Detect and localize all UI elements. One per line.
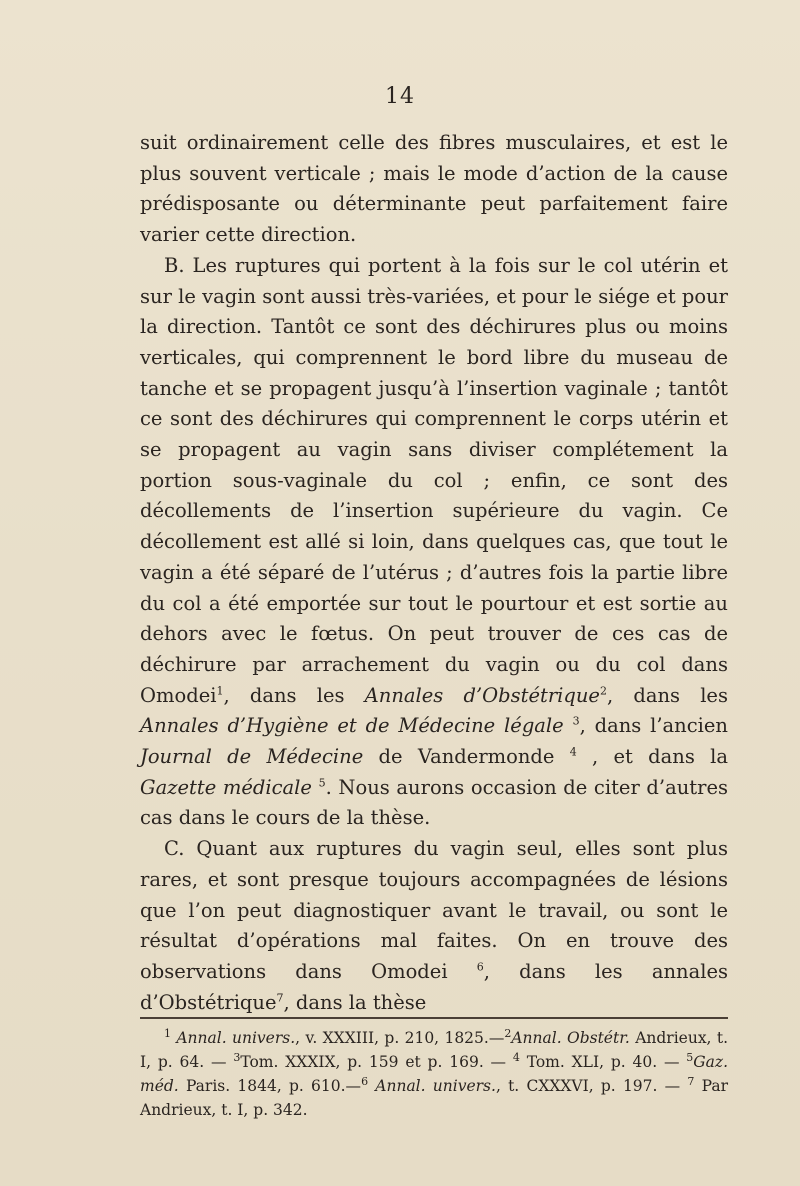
text-run: Par Andrieux, t. I, p. 342. [140, 1077, 729, 1119]
footnote-ref-5: 5 [318, 776, 326, 790]
footnote-5-source: Gaz. méd. [140, 1053, 728, 1095]
footnote-rule [140, 1017, 728, 1019]
paragraph-c [140, 834, 728, 1018]
paragraph-c-text: C. Quant aux ruptures du vagin seul, elles sont plus rares, et sont presque toujours accompagnées de lésions que l’on peut diagnostiquer avant le travail, ou sont le résultat d’opérations mal faites. On en trouve des observations dans Omodei [140, 837, 728, 983]
footnote-num-7: 7 [687, 1074, 695, 1088]
footnote-num-1: 1 [164, 1026, 171, 1040]
text-run: de Vandermonde [363, 745, 570, 769]
text-run: Paris. 1844, p. 610.— [178, 1077, 362, 1095]
footnote-ref-3: 3 [572, 714, 580, 728]
text-run: , dans l’ancien [579, 714, 728, 738]
footnote-num-6: 6 [361, 1074, 369, 1088]
body-text [140, 128, 728, 1018]
text-run: , dans les [606, 683, 728, 707]
footnote-block [140, 1026, 728, 1122]
journal-title-obstetrique: Annales d’Obstétrique [364, 683, 600, 707]
footnote-1-source: Annal. univers. [176, 1029, 296, 1047]
journal-title-gazette: Gazette médicale [140, 775, 312, 799]
text-run: Tom. XLI, p. 40. — [519, 1053, 687, 1071]
footnote-ref-2: 2 [599, 684, 607, 698]
footnote-ref-4: 4 [569, 745, 577, 759]
footnote-num-5: 5 [686, 1050, 694, 1064]
text-run: , t. CXXXVI, p. 197. — [495, 1077, 688, 1095]
footnote-ref-1: 1 [216, 684, 224, 698]
footnote-6-source: Annal. univers. [368, 1077, 496, 1095]
journal-title-hygiene: Annales d’Hygiène et de Médecine légale [140, 714, 564, 738]
paragraph-b-text: B. Les ruptures qui portent à la fois sur le col utérin et sur le vagin sont aussi très-variées, et pour le siége et pour la direction. Tantôt ce sont des déchirures plus ou moins verticales, qui comprennent le bord libre du museau de tanche et se propagent jusqu’à l’insertion vaginale ; tantôt ce sont des déchirures qui comprennent le corps utérin et se propagent au vagin sans diviser complétement la portion sous-vaginale du col ; enfin, ce sont des décollements de l’insertion supérieure du vagin. Ce décollement est allé si loin, dans quelques cas, que tout le vagin a été séparé de l’utérus ; d’autres fois la partie libre du col a été emportée sur tout le pourtour et est sortie au dehors avec le fœtus. On peut trouver de ces cas de déchirure par arrachement du vagin ou du col dans Omodei [140, 253, 728, 707]
journal-title-medecine: Journal de Médecine [140, 745, 364, 769]
footnotes [140, 1026, 728, 1122]
text-run: , v. XXXIII, p. 210, 1825.— [295, 1029, 505, 1047]
footnote-num-3: 3 [233, 1050, 241, 1064]
text-run: Andrieux, t. I, p. 64. — [140, 1029, 728, 1071]
text-run: , dans les [223, 683, 365, 707]
text-run: , dans la thèse [283, 990, 427, 1014]
footnote-2-source: Annal. Obstétr. [511, 1029, 630, 1047]
footnote-num-4: 4 [512, 1050, 520, 1064]
text-run: . Nous aurons occasion de citer d’autres cas dans le cours de la thèse. [140, 775, 728, 830]
text-run: Tom. XXXIX, p. 159 et p. 169. — [240, 1053, 513, 1071]
footnote-num-2: 2 [504, 1026, 512, 1040]
paragraph-b [140, 251, 728, 834]
footnote-ref-7: 7 [276, 991, 284, 1005]
page-number: 14 [385, 84, 415, 109]
text-run: , et dans la [576, 745, 728, 769]
footnote-ref-6: 6 [476, 960, 484, 974]
text-run: , dans les annales d’Obstétrique [140, 959, 728, 1014]
paragraph-continuation: suit ordinairement celle des fibres musculaires, et est le plus souvent verticale ; mais le mode d’action de la cause prédisposante ou déterminante peut parfaitement faire varier cette direction. [140, 131, 728, 247]
